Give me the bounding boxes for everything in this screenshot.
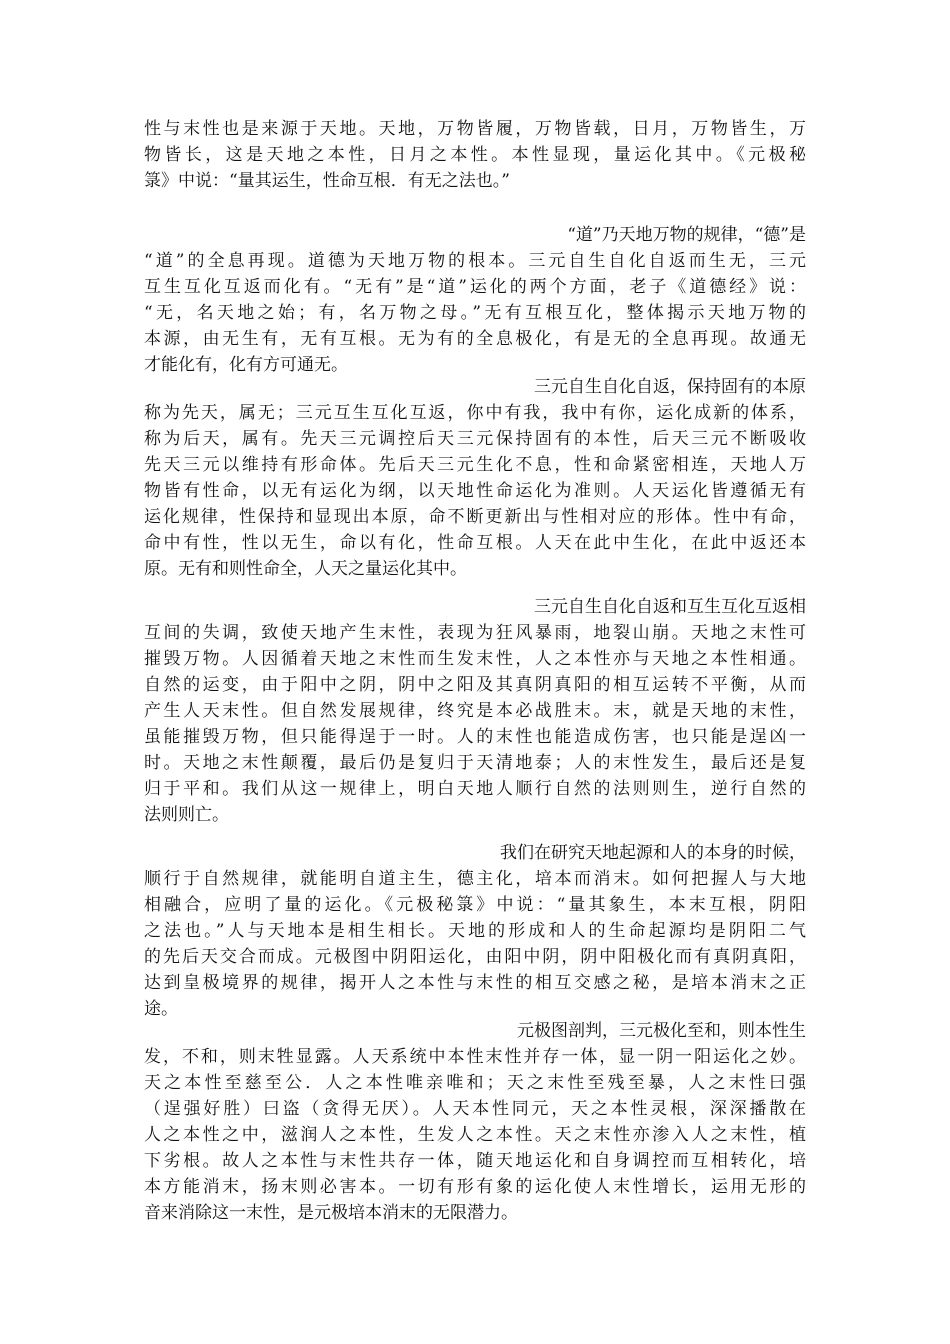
text-line: 天之本性至慈至公．人之本性唯亲唯和；天之末性至残至暴，人之末性曰强 (144, 1073, 806, 1093)
text-line: 途。 (144, 999, 178, 1019)
text-line: 物皆有性命，以无有运化为纲，以天地性命运化为准则。人天运化皆遵循无有 (144, 481, 806, 501)
text-line: 才能化有，化有方可通无。 (144, 355, 348, 375)
text-line: 之法也。”人与天地本是相生相长。天地的形成和人的生命起源均是阴阳二气 (144, 921, 806, 941)
text-line: 虽能摧毁万物，但只能得逞于一时。人的末性也能造成伤害，也只能是逞凶一 (144, 727, 806, 747)
text-line: 元极图剖判，三元极化至和，则本性生 (517, 1021, 806, 1041)
paragraph-1 (144, 116, 806, 194)
text-line: 本方能消末，扬末则必害本。一切有形有象的运化使人末性增长，运用无形的 (144, 1177, 806, 1197)
text-line: 下劣根。故人之本性与末性共存一体，随天地运化和自身调控而互相转化，培 (144, 1151, 806, 1171)
text-line: “道”乃天地万物的规律，“德”是 (567, 225, 806, 245)
text-line: 互间的失调，致使天地产生末性，表现为狂风暴雨，地裂山崩。天地之末性可 (144, 623, 806, 643)
text-line: 本源，由无生有，无有互根。无为有的全息极化，有是无的全息再现。故通无 (144, 329, 806, 349)
text-line: 自然的运变，由于阳中之阴，阴中之阳及其真阴真阳的相互运转不平衡，从而 (144, 675, 806, 695)
text-line: （逞强好胜）曰盗（贪得无厌）。人天本性同元，天之本性灵根，深深播散在 (144, 1099, 806, 1119)
text-line: “无，名天地之始；有，名万物之母。”无有互根互化，整体揭示天地万物的 (144, 303, 806, 323)
text-line: 性与末性也是来源于天地。天地，万物皆履，万物皆载，日月，万物皆生，万 (144, 119, 806, 139)
text-line: 发，不和，则末牲显露。人天系统中本性末性并存一体，显一阴一阳运化之妙。 (144, 1047, 806, 1067)
text-line: 相融合，应明了量的运化。《元极秘箓》中说：“量其象生，本末互根，阴阳 (144, 895, 806, 915)
text-line: 的先后天交合而成。元极图中阴阳运化，由阳中阴，阴中阳极化而有真阴真阳， (144, 947, 806, 967)
paragraph-6 (144, 1018, 806, 1226)
text-line: 音来消除这一末性，是元极培本消末的无限潜力。 (144, 1203, 518, 1223)
text-line: 产生人天末性。但自然发展规律，终究是本必战胜末。末，就是天地的末性， (144, 701, 806, 721)
paragraph-4 (144, 594, 806, 828)
text-line: 物皆长，这是天地之本性，日月之本性。本性显现，量运化其中。《元极秘 (144, 145, 806, 165)
text-line: 运化规律，性保持和显现出本原，命不断更新出与性相对应的形体。性中有命， (144, 507, 806, 527)
text-line: 先天三元以维持有形命体。先后天三元生化不息，性和命紧密相连，天地人万 (144, 455, 806, 475)
text-line: 我们在研究天地起源和人的本身的时候， (500, 843, 806, 863)
text-line: 箓》中说：“量其运生，性命互根．有无之法也。” (144, 171, 510, 191)
text-line: 称为先天，属无；三元互生互化互返，你中有我，我中有你，运化成新的体系， (144, 403, 806, 423)
text-line: 人之本性之中，滋润人之本性，生发人之本性。天之末性亦渗入人之末性，植 (144, 1125, 806, 1145)
text-line: 达到皇极境界的规律，揭开人之本性与末性的相互交感之秘，是培本消末之正 (144, 973, 806, 993)
text-line: 称为后天，属有。先天三元调控后天三元保持固有的本性，后天三元不断吸收 (144, 429, 806, 449)
text-line: 归于平和。我们从这一规律上，明白天地人顺行自然的法则则生，逆行自然的 (144, 779, 806, 799)
text-line: 命中有性，性以无生，命以有化，性命互根。人天在此中生化，在此中返还本 (144, 533, 806, 553)
text-line: 互生互化互返而化有。“无有”是“道”运化的两个方面，老子《道德经》说： (144, 277, 806, 297)
paragraph-2 (144, 222, 806, 378)
text-line: 顺行于自然规律，就能明自道主生，德主化，培本而消末。如何把握人与大地 (144, 869, 806, 889)
text-line: 原。无有和则性命全，人天之量运化其中。 (144, 559, 467, 579)
text-line: 法则则亡。 (144, 805, 229, 825)
text-line: 三元自生自化自返和互生互化互返相 (534, 597, 806, 617)
text-line: 摧毁万物。人因循着天地之末性而生发末性，人之本性亦与天地之本性相通。 (144, 649, 806, 669)
text-line: 时。天地之末性颠覆，最后仍是复归于天清地泰；人的末性发生，最后还是复 (144, 753, 806, 773)
paragraph-5 (144, 840, 806, 1022)
text-line: “道”的全息再现。道德为天地万物的根本。三元自生自化自返而生无，三元 (144, 251, 806, 271)
paragraph-3 (144, 374, 806, 582)
text-line: 三元自生自化自返，保持固有的本原 (534, 377, 806, 397)
